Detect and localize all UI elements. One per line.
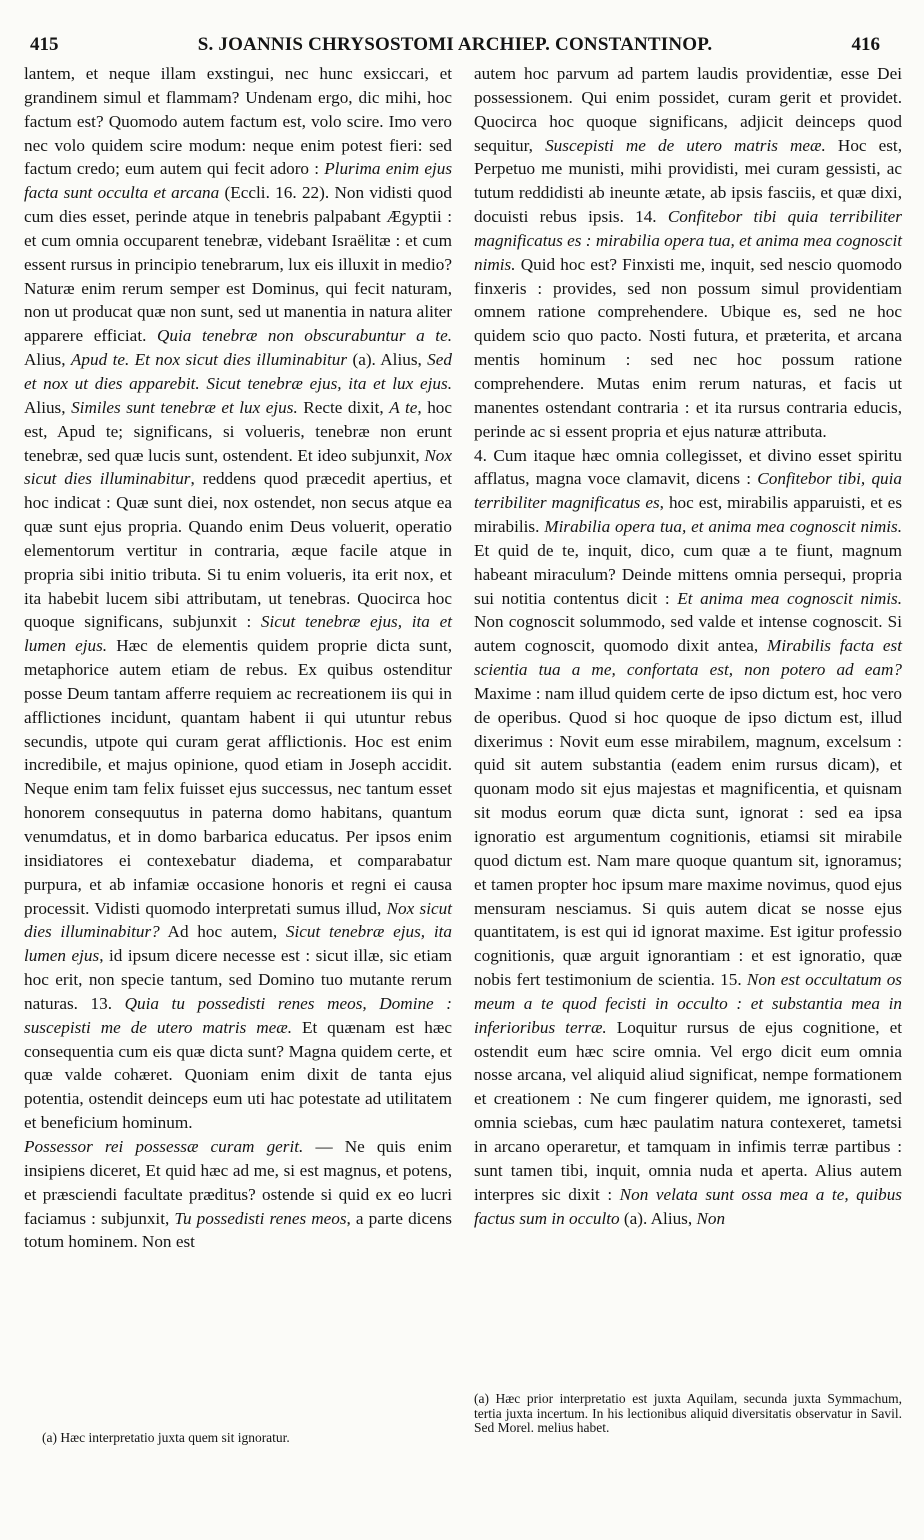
text-run: Hæc de elementis quidem proprie dicta sunt, metaphorice autem etiam de rebus. Ex quibus ostenditur posse Deum tantam afferre requiem ac recreationem iis qui in afflictiones incidunt, quantam habent ii qui utuntur rebus secundis, utpote qui curam gerat afflictionis. Hoc est enim incredibile, et majus opinione, quod etiam in Joseph accidit. Neque enim tam felix fuisset ejus successus, nec tantum esset honorem consequutus in paterna domo habitans, quantum venumdatus, et in domo barbarica educatus. Per ipsos enim insidiatores ei contexebatur diadema, et comparabatur purpura, et ab infamiæ occasione honoris et regni ei causa processit. Vidisti quomodo interpretati sumus illud, [24,636,452,918]
text-run: , hoc est, mirabilis apparuisti, et es mirabilis. [474,493,903,537]
italic-run: Confitebor tibi, quia terribiliter magnificatus es [474,469,903,513]
page-number-right: 416 [851,34,880,55]
text-run: (a). Alius, [619,1208,697,1228]
text-run: Loquitur rursus de ejus cognitione, et ostendit eum hæc scire omnia. Vel ergo dicit eum omnia nosse arcana, vel aliquid aliud significat, nempe formationem et creationem : Ne cum fingerer quidem, me ignorasti, sed omnia sciebas, cum hæc paulatim natura contexeret, tametsi in arcano operaretur, et tamquam in infimis terræ partibus : sunt tamen tibi, inquit, omnia nuda et aperta. Alius autem interpres sic dixit : [474,1017,902,1204]
text-run: , id ipsum dicere necesse est : sicut illæ, sic etiam hoc erit, non specie tantum, sed Domino tuo mutante rerum naturas. 13. [24,946,452,1013]
italic-run: Nox sicut dies illuminabitur [24,445,452,489]
text-run: — Ne quis enim insipiens diceret, Et quid hæc ad me, si est magnus, et potens, et præsciendi facultate præditus? ostende si quid ex eo lucri faciamus : subjunxit, [24,1136,452,1228]
italic-run: Quia tenebræ non obscurabuntur a te. [156,326,452,346]
left-footnote: (a) Hæc interpretatio juxta quem sit ignoratur. [42,1430,290,1445]
left-column [24,62,452,1254]
text-run: Hoc est, Perpetuo me munisti, mihi providisti, mei curam gessisti, ac tutum reddidisti ab ineunte ætate, ab ipsis fasciis, et quæ dixi, docuisti rebus ipsis. 14. [474,135,903,227]
text-run: Recte dixit, [297,397,390,417]
text-run: , reddens quod præcedit apertius, et hoc indicat : Quæ sunt diei, nox ostendet, non secus atque ea quæ sunt ejus propria. Quando enim Deus voluerit, operatio elementorum vertitur in contraria, æque facile atque in propria sibi initio tributa. Si tu enim volueris, ita erit nox, et ita habebit lucem sibi attributam, ut tenebras. Quocirca hoc quoque significans, subjunxit : [24,469,452,632]
text-run: autem hoc parvum ad partem laudis providentiæ, esse Dei possessionem. Qui enim possidet, curam gerit et providet. Quocirca hoc quoque significans, adjicit deinceps quod sequitur, [474,64,902,155]
italic-run: Quia tu possedisti renes meos, Domine : suscepisti me de utero matris meæ. [24,993,452,1037]
italic-run: Et anima mea cognoscit nimis. [677,588,902,608]
italic-run: Non est occultatum os meum a te quod fecisti in occulto : et substantia mea in inferioribus terræ. [474,970,902,1037]
text-run: , hoc est, Apud te; significans, si volueris, tenebræ non erunt tenebræ, sed quæ lucis sunt, ostendent. Et ideo subjunxit, [24,397,453,465]
running-title: S. JOANNIS CHRYSOSTOMI ARCHIEP. CONSTANTINOP. [197,34,713,55]
right-paragraph-2 [474,444,902,1231]
text-run: Quid hoc est? Finxisti me, inquit, sed nescio quomodo finxeris : provides, sed non possum simul providentiam omnem ratione comprehendere. Ubique es, sed ne hoc quidem scio quo pacto. Nosti futura, et præterita, et arcana mentis hominum : sed nec hoc possum ratione comprehendere. Mutas enim rerum naturas, et facis ut manentes ostendant contraria : et ita rursus contraria educis, perinde ac si essent propria et ejus naturæ attributa. [474,254,902,441]
italic-run: Possessor rei possessæ curam gerit. [24,1136,304,1156]
italic-run: Sicut tenebræ ejus, ita lumen ejus [24,922,452,966]
text-run: Non cognoscit solummodo, sed valde et intense cognoscit. Si autem cognoscit, quomodo dixit antea, [474,612,902,656]
italic-run: Sed et nox ut dies apparebit. Sicut tenebræ ejus, ita et lux ejus. [24,350,452,393]
right-footnote: (a) Hæc prior interpretatio est juxta Aquilam, secunda juxta Symmachum, tertia juxta incertum. In his lectionibus aliquid diversitatis observatur in Savil. Sed Morel. melius habet. [474,1391,902,1436]
italic-run: A te [389,397,418,417]
right-column [474,62,902,1230]
text-run: Maxime : nam illud quidem certe de ipso dictum est, hoc vero de operibus. Quod si hoc quoque de ipso dictum est, illud dixerimus : Novit eum esse mirabilem, magnum, excelsum : quid sit autem substantia (eadem enim rursus dicam), et quonam modo sit ejus majestas et magnificentia, et quisnam sit modus eorum quæ dicta sunt, ignorat : sed ea ipsa ignoratio est argumentum cognitionis, etiamsi sit mirabile quod dictum est. Nam mare quoque quantum sit, ignoramus; et tamen propter hoc ipsum mare maxime novimus, quod ejus mensuram nesciamus. Si quis autem dicat se nosse ejus quantitatem, is est qui id ignorat maxime. Est igitur professio cognitionis, quæ arguit ignorantiam : et est ignoratio, quæ nobis fert testimonium de scientia. 15. [474,683,902,990]
text-run: , a parte dicens totum hominem. Non est [24,1208,452,1252]
text-run: Et quænam est hæc consequentia cum eis quæ dicta sunt? Magna quidem certe, et quæ valde cohæret. Quoniam enim dixit de tanta ejus potentia, ostendit deinceps eum uti hac potestate ad utilitatem et beneficium hominum. [24,1017,452,1133]
text-run: (a). Alius, [347,350,428,370]
text-run: Alius, [24,350,71,370]
text-run: 4. Cum itaque hæc omnia collegisset, et divino esset spiritu afflatus, magna voce clamavit, dicens : [474,445,902,489]
text-run: lantem, et neque illam exstingui, nec hunc exsiccari, et grandinem simul et flammam? Undenam ergo, dic mihi, hoc factum est? Quomodo autem factum est, volo scire. Imo vero nec volo quidem scire modum: neque enim potest fieri: sed factum credo; eum autem qui fecit adoro : [24,64,452,179]
italic-run: Mirabilis facta est scientia tua a me, confortata est, non potero ad eam? [474,636,902,680]
italic-run: Plurima enim ejus facta sunt occulta et arcana [24,159,453,203]
left-paragraph-1 [24,62,452,1135]
running-header [30,34,880,62]
right-paragraph-1 [474,62,902,444]
italic-run: Apud te. Et nox sicut dies illuminabitur [70,350,348,370]
left-paragraph-2 [24,1135,452,1254]
text-run: Et quid de te, inquit, dico, cum quæ a te fiunt, magnum habeant miraculum? Deinde mittens omnia persequi, propria sui notitia contentus dicit : [474,540,902,608]
page-number-left: 415 [30,34,59,55]
italic-run: Tu possedisti renes meos [174,1208,347,1228]
italic-run: Non [696,1208,726,1228]
italic-run: Similes sunt tenebræ et lux ejus. [71,397,298,417]
italic-run: Suscepisti me de utero matris meæ. [545,135,826,155]
italic-run: Confitebor tibi quia terribiliter magnificatus es : mirabilia opera tua, et anima mea cognoscit nimis. [474,207,902,274]
text-run: (Eccli. 16. 22). Non vidisti quod cum dies esset, perinde atque in tenebris palpabant Ægyptii : et cum omnia occuparent tenebræ, videbant Israëlitæ : et cum essent rursus in principio tenebrarum, lux eis illuxit in medio? Naturæ enim rerum semper est Dominus, qui fecit naturam, non ut producat quæ non sunt, sed ut manentia in natura aliter apparere efficiat. [24,183,452,346]
text-run: Ad hoc autem, [159,922,286,942]
text-run: Alius, [24,397,72,417]
italic-run: Non velata sunt ossa mea a te, quibus factus sum in occulto [474,1184,902,1228]
italic-run: Nox sicut dies illuminabitur? [24,898,453,942]
italic-run: Sicut tenebræ ejus, ita et lumen ejus. [24,612,452,656]
italic-run: Mirabilia opera tua, et anima mea cognoscit nimis. [544,517,903,537]
